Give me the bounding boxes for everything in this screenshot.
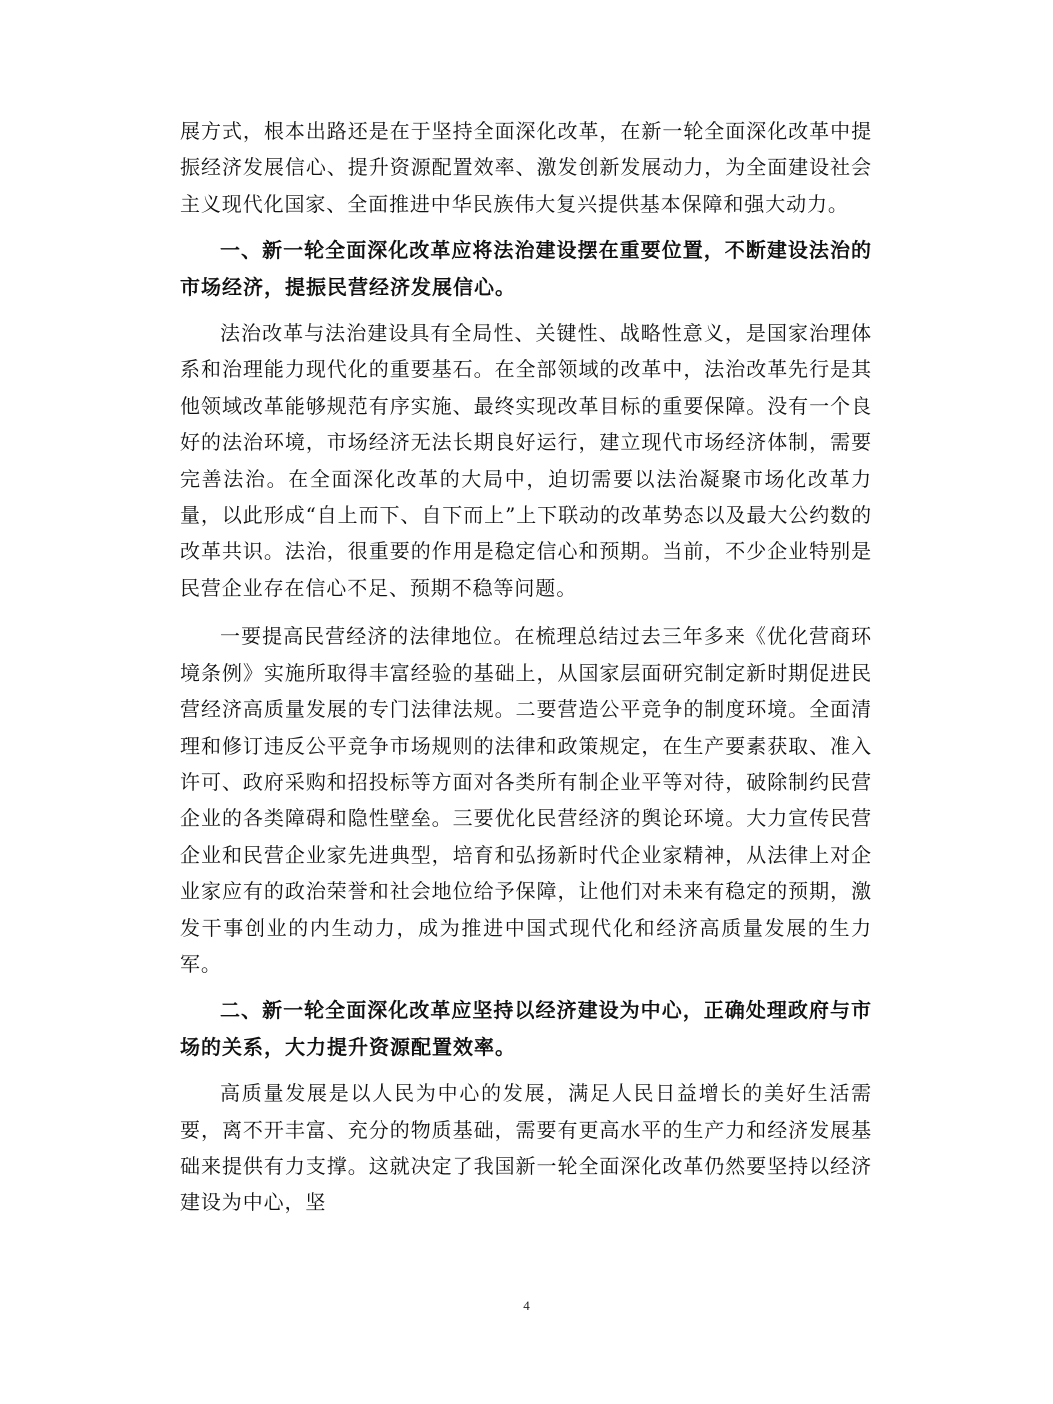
paragraph-private-economy-measures: 一要提高民营经济的法律地位。在梳理总结过去三年多来《优化营商环境条例》实施所取得丰富经验的基础上，从国家层面研究制定新时期促进民营经济高质量发展的专门法律法规。二要营造公平竞争的制度环境。全面清理和修订违反公平竞争市场规则的法律和政策规定，在生产要素获取、准入许可、政府采购和招投标等方面对各类所有制企业平等对待，破除制约民营企业的各类障碍和隐性壁垒。三要优化民营经济的舆论环境。大力宣传民营企业和民营企业家先进典型，培育和弘扬新时代企业家精神，从法律上对企业家应有的政治荣誉和社会地位给予保障，让他们对未来有稳定的预期，激发干事创业的内生动力，成为推进中国式现代化和经济高质量发展的生力军。 [180,624,872,976]
section-heading-1: 一、新一轮全面深化改革应将法治建设摆在重要位置，不断建设法治的市场经济，提振民营经济发展信心。 [180,238,872,299]
paragraph-rule-of-law: 法治改革与法治建设具有全局性、关键性、战略性意义，是国家治理体系和治理能力现代化的重要基石。在全部领域的改革中，法治改革先行是其他领域改革能够规范有序实施、最终实现改革目标的重要保障。没有一个良好的法治环境，市场经济无法长期良好运行，建立现代市场经济体制，需要完善法治。在全面深化改革的大局中，迫切需要以法治凝聚市场化改革力量，以此形成“自上而下、自下而上”上下联动的改革势态以及最大公约数的改革共识。法治，很重要的作用是稳定信心和预期。当前，不少企业特别是民营企业存在信心不足、预期不稳等问题。 [180,321,872,600]
paragraph-continuation: 展方式，根本出路还是在于坚持全面深化改革，在新一轮全面深化改革中提振经济发展信心、提升资源配置效率、激发创新发展动力，为全面建设社会主义现代化国家、全面推进中华民族伟大复兴提供基本保障和强大动力。 [180,119,872,216]
page-number: 4 [523,1298,530,1313]
document-body [180,113,872,1221]
paragraph-high-quality-development: 高质量发展是以人民为中心的发展，满足人民日益增长的美好生活需要，离不开丰富、充分的物质基础，需要有更高水平的生产力和经济发展基础来提供有力支撑。这就决定了我国新一轮全面深化改革仍然要坚持以经济建设为中心，坚 [180,1081,872,1215]
section-heading-2: 二、新一轮全面深化改革应坚持以经济建设为中心，正确处理政府与市场的关系，大力提升资源配置效率。 [180,998,872,1059]
